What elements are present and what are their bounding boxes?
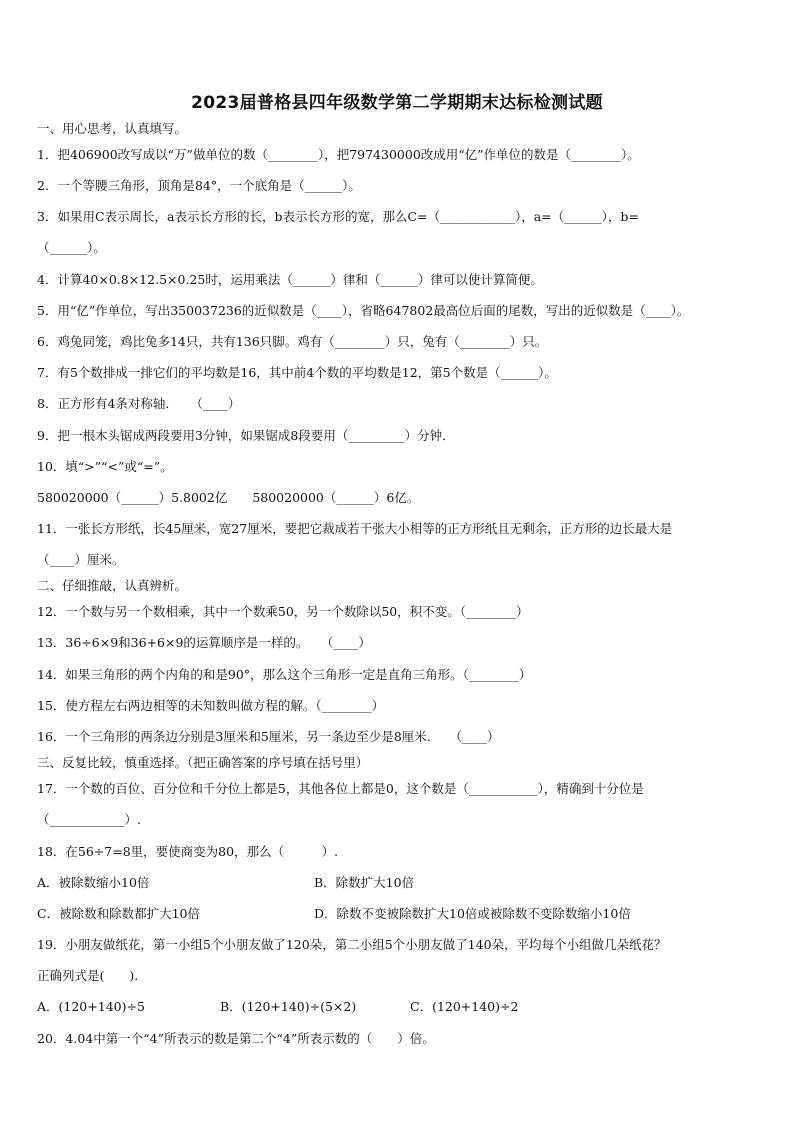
- question-5: 5．用“亿”作单位，写出350037236的近似数是（____），省略647802最高位后面的尾数，写出的近似数是（____）。: [37, 303, 690, 318]
- question-4: 4．计算40×0.8×12.5×0.25时，运用乘法（______）律和（______）律可以使计算简便。: [37, 272, 543, 287]
- question-2: 2．一个等腰三角形，顶角是84°，一个底角是（______）。: [37, 178, 361, 193]
- question-14: 14．如果三角形的两个内角的和是90°，那么这个三角形一定是直角三角形。（________）: [37, 667, 532, 682]
- question-19-cont: 正确列式是( ).: [37, 968, 139, 983]
- question-18-option-c: C．被除数和除数都扩大10倍: [37, 906, 200, 921]
- question-19-option-c: C．(120+140)÷2: [410, 999, 519, 1014]
- question-12: 12．一个数与另一个数相乘，其中一个数乘50，另一个数除以50，积不变。（________）: [37, 604, 529, 619]
- question-6: 6．鸡兔同笼，鸡比兔多14只，共有136只脚。鸡有（________）只，兔有（________）只。: [37, 334, 548, 349]
- question-20: 20．4.04中第一个“4”所表示的数是第二个“4”所表示数的（ ）倍。: [37, 1031, 435, 1046]
- section-heading-3: 三、反复比较，慎重选择。（把正确答案的序号填在括号里）: [37, 755, 369, 770]
- question-19-option-b: B．(120+140)÷(5×2): [220, 999, 357, 1014]
- question-11: 11．一张长方形纸，长45厘米，宽27厘米，要把它裁成若干张大小相等的正方形纸且无剩余，正方形的边长最大是: [37, 521, 673, 536]
- section-heading-2: 二、仔细推敲，认真辨析。: [37, 578, 188, 593]
- question-1: 1．把406900改写成以“万”做单位的数（________），把797430000改成用“亿”作单位的数是（________）。: [37, 147, 640, 162]
- question-18-option-a: A．被除数缩小10倍: [37, 875, 150, 890]
- page-title: 2023届普格县四年级数学第二学期期末达标检测试题: [191, 93, 603, 113]
- question-7: 7．有5个数排成一排它们的平均数是16，其中前4个数的平均数是12，第5个数是（______）。: [37, 365, 557, 380]
- question-18-option-d: D．除数不变被除数扩大10倍或被除数不变除数缩小10倍: [314, 906, 631, 921]
- question-15: 15．使方程左右两边相等的未知数叫做方程的解。（________）: [37, 698, 385, 713]
- section-heading-1: 一、用心思考，认真填写。: [37, 121, 188, 136]
- question-10: 10．填“>”“<”或“=”。: [37, 459, 173, 474]
- question-19: 19．小朋友做纸花，第一小组5个小朋友做了120朵，第二小组5个小朋友做了140朵，平均每个小组做几朵纸花？: [37, 937, 667, 952]
- question-18-option-b: B．除数扩大10倍: [314, 875, 415, 890]
- question-3-cont: （______）。: [37, 240, 106, 255]
- question-9: 9．把一根木头锯成两段要用3分钟，如果锯成8段要用（_________）分钟．: [37, 428, 455, 443]
- question-11-cont: （____）厘米。: [37, 552, 125, 567]
- question-17-cont: （____________）.: [37, 812, 141, 827]
- question-19-option-a: A．(120+140)÷5: [37, 999, 145, 1014]
- question-16: 16．一个三角形的两条边分别是3厘米和5厘米，另一条边至少是8厘米. （____）: [37, 729, 500, 744]
- question-8: 8．正方形有4条对称轴． （____）: [37, 396, 241, 411]
- question-10-compare: 580020000（______）5.8002亿 580020000（______）6亿。: [37, 490, 420, 505]
- question-3: 3．如果用C表示周长，a表示长方形的长，b表示长方形的宽，那么C=（____________），a=（______），b=: [37, 209, 639, 224]
- question-17: 17．一个数的百位、百分位和千分位上都是5，其他各位上都是0，这个数是（___________），精确到十分位是: [37, 781, 644, 796]
- question-13: 13．36÷6×9和36+6×9的运算顺序是一样的。 （____）: [37, 635, 371, 650]
- question-18: 18．在56÷7=8里，要使商变为80，那么（ ）.: [37, 844, 339, 859]
